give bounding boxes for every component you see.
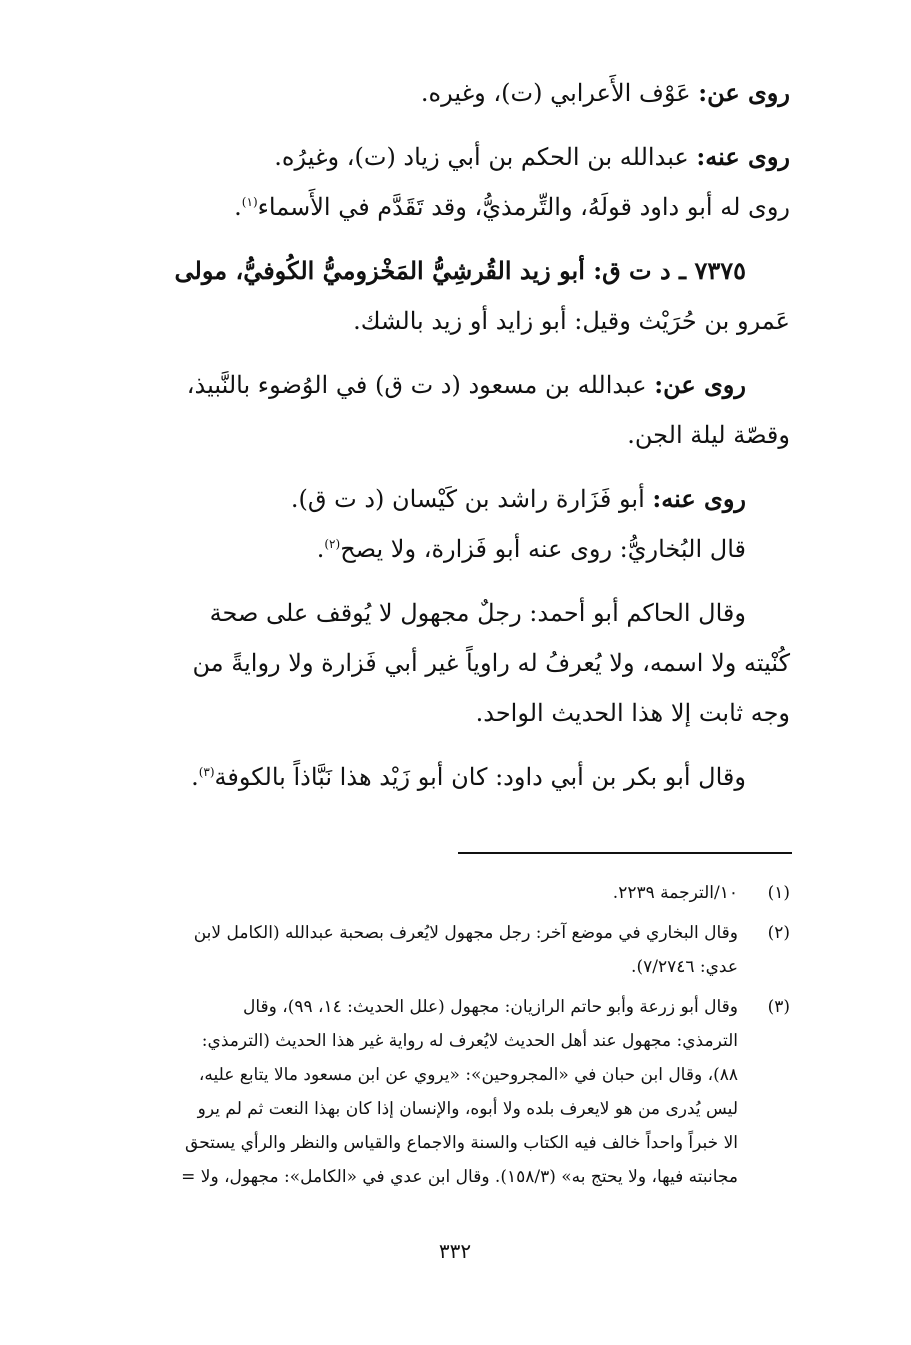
- footnote-line: مجانبته فيها، ولا يحتج به» (١٥٨/٣). وقال ابن عدي في «الكامل»: مجهول، ولا =: [181, 1167, 738, 1187]
- transmission-note-line: [78, 182, 790, 232]
- footnote-number: (٢): [767, 923, 790, 943]
- paragraph-gap: [78, 118, 790, 132]
- footnote-ref-1[interactable]: (١): [241, 195, 258, 209]
- footnotes: [78, 876, 790, 1200]
- footnote-line: عدي: ٧/٢٧٤٦).: [631, 957, 738, 977]
- footnote-line: الا خبراً واحداً خالف فيه الكتاب والسنة والاجماع والقياس والنظر والرأي يستحق: [185, 1133, 738, 1153]
- entry-continuation-line: [78, 296, 790, 346]
- paragraph-gap: [78, 460, 790, 474]
- narrated-by-text-2: أبو فَزَارة راشد بن كَيْسان (د ت ق).: [290, 485, 645, 513]
- bukhari-quote-line: [78, 524, 790, 574]
- narrated-from-continuation-text: وقصّة ليلة الجن.: [627, 421, 790, 449]
- entry-heading-text: ٧٣٧٥ ـ د ت ق: أبو زيد القُرشِيُّ المَخْزوميُّ الكُوفيُّ، مولى: [174, 256, 746, 285]
- abu-bakr-quote-text: وقال أبو بكر بن أبي داود: كان أبو زَيْد هذا نَبَّاذاً بالكوفة: [214, 763, 746, 791]
- narrated-from-line-2: [78, 360, 790, 410]
- paragraph-gap: [78, 574, 790, 588]
- paragraph-gap: [78, 346, 790, 360]
- narrated-by-text: عبدالله بن الحكم بن أبي زياد (ت)، وغيرُه.: [274, 143, 689, 171]
- hakim-quote-text-2: كُنْيته ولا اسمه، ولا يُعرفُ له راوياً غير أبي فَزارة ولا روايةً من: [192, 649, 790, 677]
- hakim-quote-line-3: [78, 688, 790, 738]
- footnote-body: [78, 990, 738, 1194]
- footnote-3: [78, 990, 790, 1194]
- narrated-from-text-2: عبدالله بن مسعود (د ت ق) في الوُضوء بالنَّبيذ،: [186, 371, 647, 399]
- hakim-quote-text-1: وقال الحاكم أبو أحمد: رجلٌ مجهول لا يُوقف على صحة: [209, 599, 746, 627]
- narrated-from-text: عَوْف الأَعرابي (ت)، وغيره.: [420, 79, 691, 107]
- bukhari-quote-text: قال البُخاريُّ: روى عنه أبو فَزارة، ولا يصح: [340, 535, 746, 563]
- footnote-body: [78, 876, 738, 910]
- narrated-from-label: روى عن:: [698, 78, 790, 107]
- narrated-from-continuation-line: [78, 410, 790, 460]
- hakim-quote-line-1: [78, 588, 790, 638]
- hakim-quote-line-2: [78, 638, 790, 688]
- footnote-number: (٣): [767, 997, 790, 1017]
- hakim-quote-text-3: وجه ثابت إلا هذا الحديث الواحد.: [475, 699, 790, 727]
- transmission-note-text: روى له أبو داود قولَهُ، والتِّرمذيُّ، وقد تَقَدَّم في الأَسماء: [257, 193, 790, 221]
- footnote-body: [78, 916, 738, 984]
- main-text: [78, 68, 790, 802]
- entry-continuation-text: عَمرو بن حُرَيْث وقيل: أبو زايد أو زيد بالشك.: [353, 307, 790, 335]
- footnote-line: ٨٨)، وقال ابن حبان في «المجروحين»: «يروي عن ابن مسعود مالا يتابع عليه،: [198, 1065, 738, 1085]
- narrated-from-label-2: روى عن:: [654, 370, 746, 399]
- paragraph-gap: [78, 232, 790, 246]
- footnote-number: (١): [767, 883, 790, 903]
- narrated-by-label-2: روى عنه:: [652, 484, 746, 513]
- footnote-separator: [458, 852, 792, 854]
- footnote-line: الترمذي: مجهول عند أهل الحديث لايُعرف له رواية غير هذا الحديث (الترمذي:: [201, 1031, 738, 1051]
- footnote-line: وقال أبو زرعة وأبو حاتم الرازيان: مجهول (علل الحديث: ١٤، ٩٩)، وقال: [242, 997, 738, 1017]
- paragraph-gap: [78, 738, 790, 752]
- abu-bakr-quote-line: [78, 752, 790, 802]
- narrated-by-label: روى عنه:: [696, 142, 790, 171]
- narrated-by-line-2: [78, 474, 790, 524]
- footnote-1: [78, 876, 790, 910]
- footnote-line: ليس يُدرى من هو لايعرف بلده ولا أبوه، والإنسان إذا كان بهذا النعت ثم لم يرو: [197, 1099, 738, 1119]
- footnote-line: ١٠/الترجمة ٢٢٣٩.: [612, 883, 738, 903]
- footnote-ref-3[interactable]: (٣): [198, 765, 215, 779]
- entry-heading-line: [78, 246, 790, 296]
- footnote-2: [78, 916, 790, 984]
- narrated-by-line: [78, 132, 790, 182]
- narrated-from-line: [78, 68, 790, 118]
- abu-bakr-quote-end: .: [191, 763, 199, 791]
- transmission-note-end: .: [234, 193, 242, 221]
- footnote-line: وقال البخاري في موضع آخر: رجل مجهول لايُعرف بصحبة عبدالله (الكامل لابن: [193, 923, 738, 943]
- footnote-ref-2[interactable]: (٢): [324, 537, 341, 551]
- bukhari-quote-end: .: [316, 535, 325, 563]
- page-number: ٣٣٢: [438, 1239, 472, 1263]
